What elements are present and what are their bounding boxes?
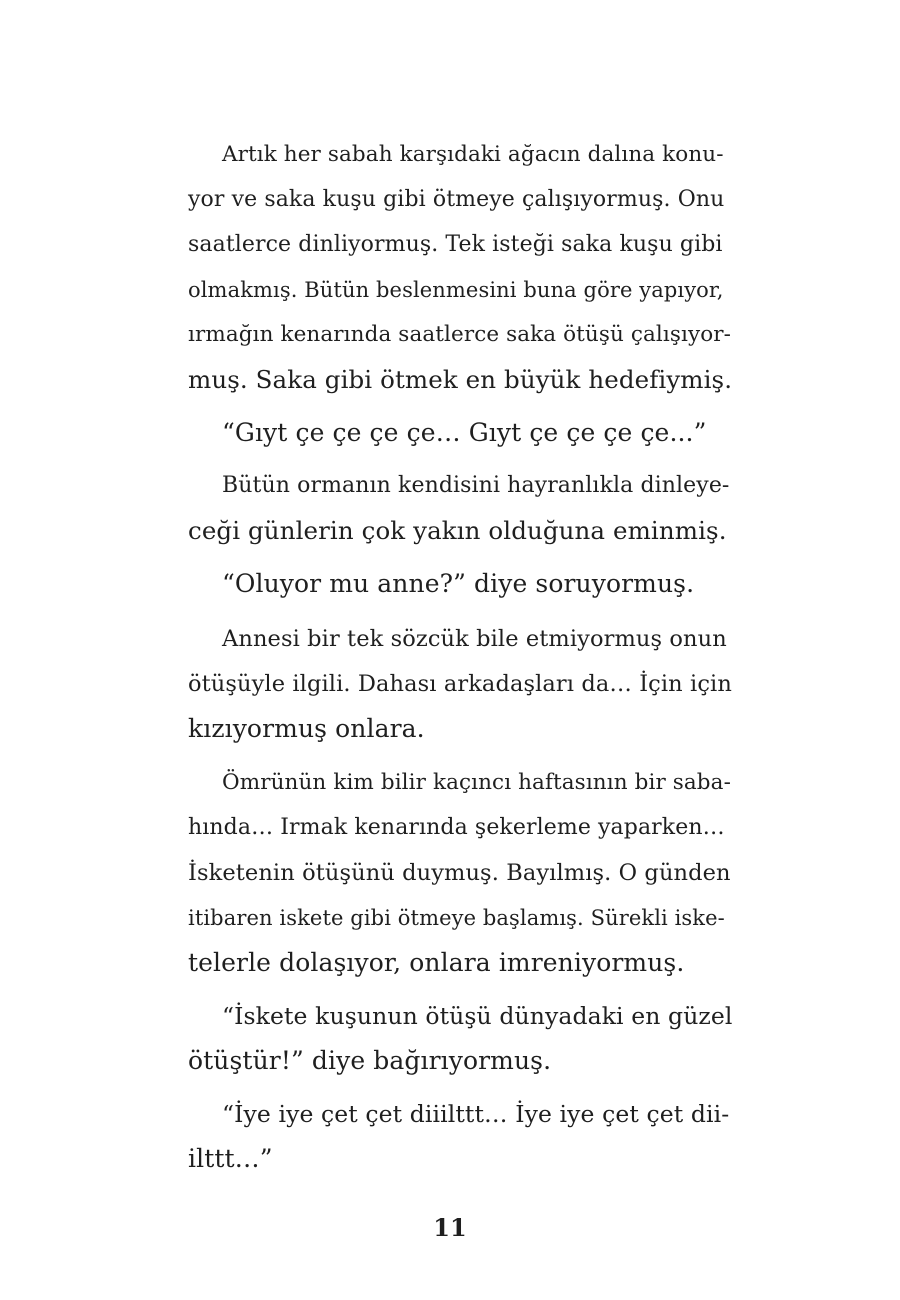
text-line: İsketenin ötüşünü duymuş. Bayılmış. O günden	[188, 860, 731, 886]
text-line: ötüşüyle ilgili. Dahası arkadaşları da… İçin için	[188, 671, 732, 697]
text-line: muş. Saka gibi ötmek en büyük hedefiymiş.	[188, 365, 733, 394]
text-line: “Gıyt çe çe çe çe… Gıyt çe çe çe çe...”	[222, 418, 707, 447]
page-number: 11	[433, 1213, 467, 1242]
text-line: Artık her sabah karşıdaki ağacın dalına konu-	[222, 142, 724, 167]
text-line: ırmağın kenarında saatlerce saka ötüşü çalışıyor-	[188, 322, 732, 347]
text-line: Bütün ormanın kendisini hayranlıkla dinleye-	[222, 473, 730, 498]
text-line: “İskete kuşunun ötüşü dünyadaki en güzel	[222, 1002, 733, 1030]
text-line: itibaren iskete gibi ötmeye başlamış. Sürekli iske-	[188, 906, 725, 930]
text-line: hında… Irmak kenarında şekerleme yaparken…	[188, 815, 725, 840]
text-line: “İye iye çet çet diiilttt… İye iye çet çet dii-	[222, 1100, 730, 1128]
text-line: ceği günlerin çok yakın olduğuna eminmiş.	[188, 516, 727, 545]
text-line: ötüştür!” diye bağırıyormuş.	[188, 1046, 552, 1075]
text-line: telerle dolaşıyor, onlara imreniyormuş.	[188, 948, 685, 977]
text-line: Ömrünün kim bilir kaçıncı haftasının bir saba-	[222, 770, 731, 795]
text-line: saatlerce dinliyormuş. Tek isteği saka kuşu gibi	[188, 232, 723, 257]
text-line: “Oluyor mu anne?” diye soruyormuş.	[222, 569, 695, 598]
text-line: yor ve saka kuşu gibi ötmeye çalışıyormuş. Onu	[188, 187, 725, 212]
text-line: olmakmış. Bütün beslenmesini buna göre yapıyor,	[188, 278, 724, 302]
text-line: kızıyormuş onlara.	[188, 714, 425, 743]
text-line: ilttt…”	[188, 1144, 273, 1173]
text-line: Annesi bir tek sözcük bile etmiyormuş onun	[222, 626, 727, 652]
